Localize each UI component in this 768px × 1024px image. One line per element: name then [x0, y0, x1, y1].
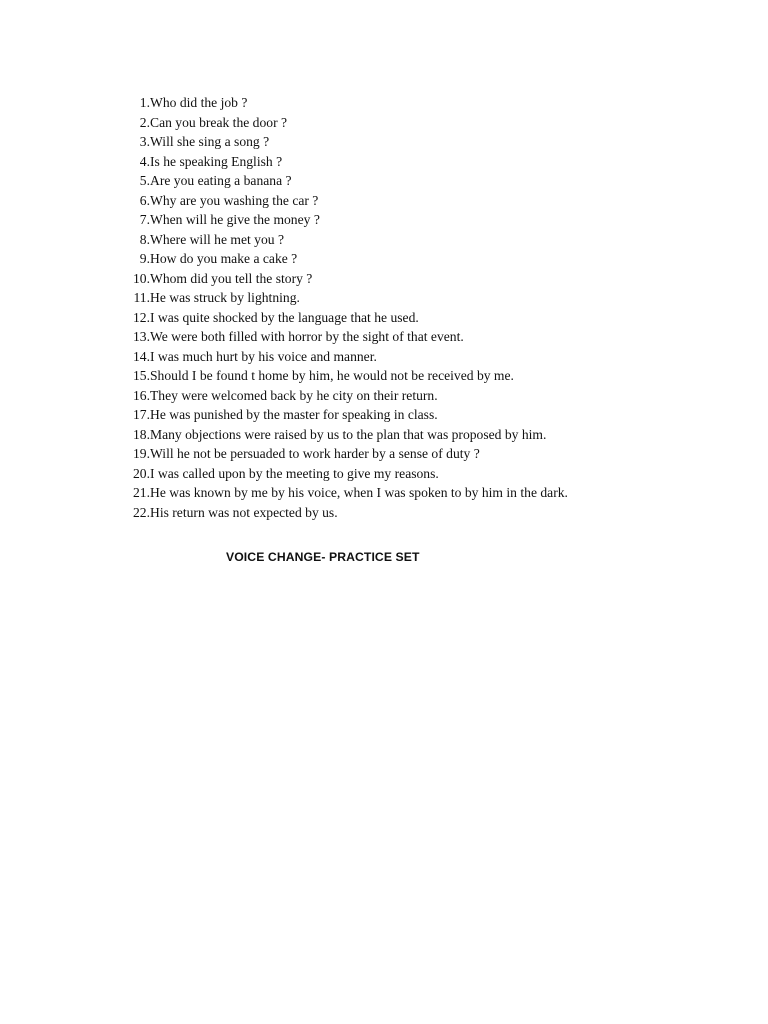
item-number: 18.	[133, 426, 150, 442]
list-item	[126, 152, 726, 172]
item-number: 1.	[139, 95, 150, 110]
item-text: How do you make a cake ?	[150, 251, 298, 266]
item-number: 17.	[133, 407, 150, 422]
item-number: 21.	[133, 485, 150, 500]
item-number: 6.	[139, 192, 150, 208]
list-item	[126, 93, 726, 113]
list-item	[126, 366, 726, 386]
list-item	[126, 210, 726, 230]
list-item	[126, 249, 726, 269]
item-number: 15.	[133, 368, 150, 383]
item-text: I was called upon by the meeting to give my reasons.	[150, 465, 439, 481]
item-number: 7.	[139, 212, 150, 227]
sentence-list	[126, 93, 726, 522]
item-text: He was known by me by his voice, when I was spoken to by him in the dark.	[150, 485, 568, 500]
item-text: Is he speaking English ?	[150, 153, 283, 169]
list-item	[126, 288, 726, 308]
list-item	[126, 191, 726, 211]
item-number: 2.	[139, 114, 150, 130]
list-item	[126, 386, 726, 406]
list-item	[126, 425, 726, 445]
list-item	[126, 171, 726, 191]
list-item	[126, 113, 726, 133]
item-number: 19.	[133, 446, 150, 461]
item-number: 10.	[133, 270, 150, 286]
item-text: Can you break the door ?	[150, 114, 288, 130]
list-item	[126, 503, 726, 523]
list-item	[126, 444, 726, 464]
item-text: When will he give the money ?	[150, 212, 320, 227]
item-number: 12.	[133, 309, 150, 325]
list-item	[126, 269, 726, 289]
item-number: 14.	[133, 348, 150, 364]
item-text: Should I be found t home by him, he would not be received by me.	[150, 368, 514, 383]
item-number: 3.	[139, 134, 150, 149]
item-number: 5.	[139, 173, 150, 188]
item-number: 9.	[139, 251, 150, 266]
list-item	[126, 483, 726, 503]
document-title: VOICE CHANGE- PRACTICE SET	[226, 550, 420, 564]
item-text: He was struck by lightning.	[150, 290, 300, 305]
item-text: Will he not be persuaded to work harder by a sense of duty ?	[150, 446, 480, 461]
item-text: I was much hurt by his voice and manner.	[150, 348, 377, 364]
list-item	[126, 308, 726, 328]
item-text: Who did the job ?	[150, 95, 248, 110]
item-number: 4.	[139, 153, 150, 169]
item-number: 22.	[133, 504, 150, 520]
list-item	[126, 132, 726, 152]
item-text: I was quite shocked by the language that he used.	[150, 309, 419, 325]
item-text: Many objections were raised by us to the plan that was proposed by him.	[150, 426, 547, 442]
list-item	[126, 464, 726, 484]
list-item	[126, 347, 726, 367]
item-text: His return was not expected by us.	[150, 504, 338, 520]
item-number: 11.	[133, 290, 150, 305]
item-text: He was punished by the master for speaking in class.	[150, 407, 438, 422]
item-text: Whom did you tell the story ?	[150, 270, 313, 286]
item-text: Where will he met you ?	[150, 231, 284, 247]
item-text: Are you eating a banana ?	[150, 173, 292, 188]
item-number: 13.	[133, 329, 150, 344]
item-text: They were welcomed back by he city on their return.	[150, 387, 438, 403]
item-text: Will she sing a song ?	[150, 134, 270, 149]
item-number: 16.	[133, 387, 150, 403]
item-number: 8.	[139, 231, 150, 247]
list-item	[126, 405, 726, 425]
list-item	[126, 327, 726, 347]
item-number: 20.	[133, 465, 150, 481]
item-text: We were both filled with horror by the sight of that event.	[150, 329, 464, 344]
item-text: Why are you washing the car ?	[150, 192, 319, 208]
list-item	[126, 230, 726, 250]
